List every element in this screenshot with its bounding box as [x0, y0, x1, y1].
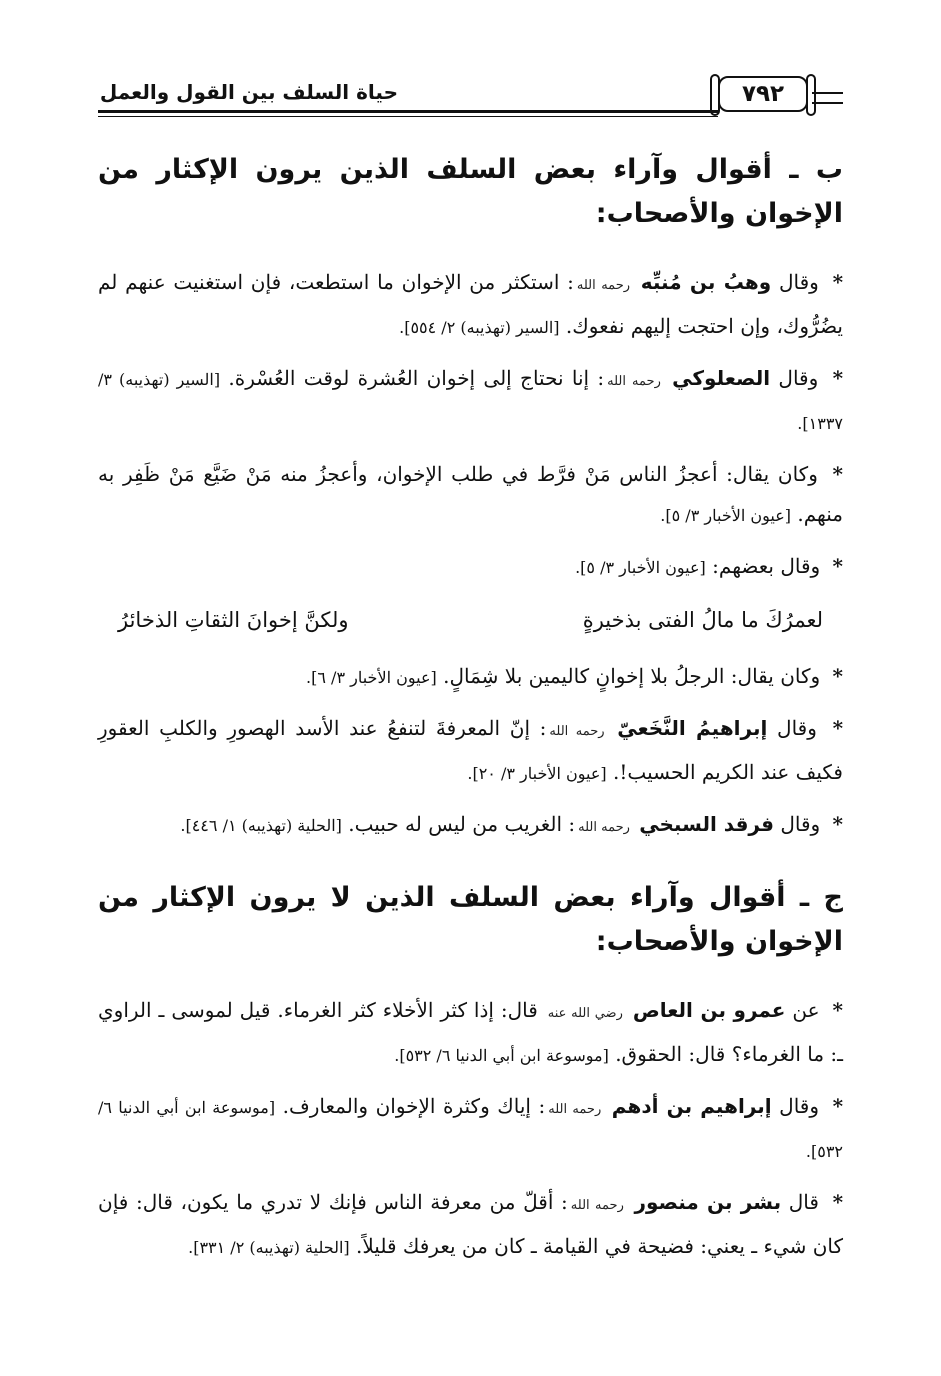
intro-word: وقال: [777, 716, 817, 740]
section-c-heading: ج ـ أقوال وآراء بعض السلف الذين لا يرون الإكثار من الإخوان والأصحاب:: [98, 882, 843, 957]
paragraph-ajaz: [98, 454, 843, 536]
quote-text: : إياك وكثرة الإخوان والمعارف.: [282, 1094, 546, 1118]
paragraph-adham: [98, 1086, 843, 1172]
quote-text: : استكثر من الإخوان ما استطعت، فإن استغنيت عنهم لم يضُرُّوك، وإن احتجت إليهم نفعوك.: [98, 270, 843, 338]
quote-text: : إنّ المعرفةَ لتنفعُ عند الأسد الهصورِ والكلبِ العقورِ فكيف عند الكريم الحسيب!.: [98, 716, 843, 784]
honorific: رحمه الله: [549, 724, 605, 739]
citation: [السير (تهذيبه) ٣/ ١٣٣٧].: [98, 370, 843, 433]
quote-text: قال: إذا كثر الأخلاء كثر الغرماء. قيل لموسى ـ الراوي ـ: ما الغرماء؟ قال: الحقوق.: [98, 998, 843, 1066]
header-ornament-icon: [812, 92, 843, 104]
honorific: رحمه الله: [578, 820, 630, 835]
bullet-star: *: [832, 998, 844, 1022]
intro-word: وقال: [778, 366, 819, 390]
paragraph-nakhai: [98, 708, 843, 794]
intro-word: قال: [788, 1190, 819, 1214]
person-name: فرقد السبخي: [639, 812, 774, 836]
citation: [السير (تهذيبه) ٢/ ٥٥٤].: [399, 318, 560, 337]
citation: [عيون الأخبار ٣/ ٥].: [660, 506, 791, 525]
paragraph-bishr: [98, 1182, 843, 1268]
poem-hemistich-first: لعمرُكَ ما مالُ الفتى بذخيرةٍ: [582, 608, 823, 632]
paragraph-saluki: [98, 358, 843, 444]
quote-text: : أقلّ من معرفة الناس فإنك لا تدري ما يكون، قال: فإن كان شيء ـ يعني: فضيحة في القيامة ـ كان من يعرفك قليلاً.: [98, 1190, 843, 1258]
bullet-star: *: [832, 716, 844, 740]
paragraph-amr: [98, 990, 843, 1076]
poem-hemistich-second: ولكنَّ إخوانَ الثقاتِ الذخائرُ: [118, 608, 349, 632]
citation: [عيون الأخبار ٣/ ٥].: [575, 558, 706, 577]
citation: [الحلية (تهذيبه) ٢/ ٣٣١].: [188, 1238, 350, 1257]
bullet-star: *: [832, 1190, 844, 1214]
bullet-star: *: [832, 270, 844, 294]
person-name: الصعلوكي: [672, 366, 771, 390]
intro-word: وقال: [780, 812, 821, 836]
intro-word: عن: [792, 998, 820, 1022]
quote-text: وكان يقال: أعجزُ الناس مَنْ فرَّط في طلب الإخوان، وأعجزُ منه مَنْ ضَيَّع مَنْ ظَفِر به منهم.: [98, 462, 843, 526]
bullet-star: *: [832, 812, 843, 836]
running-title: حياة السلف بين القول والعمل: [99, 80, 398, 104]
quote-text: : الغريب من ليس له حبيب.: [348, 812, 576, 836]
person-name: عمرو بن العاص: [632, 998, 786, 1022]
honorific: رحمه الله: [570, 1198, 624, 1213]
intro-word: وقال: [778, 270, 819, 294]
bullet-star: *: [832, 664, 843, 688]
person-name: إبراهيمُ النَّخَعيّ: [617, 716, 768, 740]
bullet-star: *: [832, 462, 843, 486]
bullet-star: *: [832, 554, 843, 578]
paragraph-yamin: [98, 656, 843, 698]
citation: [موسوعة ابن أبي الدنيا ٦/ ٥٣٢].: [98, 1098, 843, 1161]
page-header: [98, 74, 843, 114]
citation: [عيون الأخبار ٣/ ٦].: [306, 668, 437, 687]
header-rule-thin: [98, 116, 718, 117]
quote-text: وقال بعضهم:: [712, 554, 821, 578]
page-number: ٧٩٢: [718, 76, 808, 112]
honorific: رحمه الله: [548, 1102, 602, 1117]
citation: [موسوعة ابن أبي الدنيا ٦/ ٥٣٢].: [394, 1046, 609, 1065]
paragraph-farqad: [98, 804, 843, 848]
honorific: رحمه الله: [607, 374, 661, 389]
citation: [الحلية (تهذيبه) ١/ ٤٤٦].: [180, 816, 342, 835]
honorific: رضي الله عنه: [547, 1006, 623, 1021]
person-name: وهبُ بن مُنبِّه: [640, 270, 772, 294]
person-name: بشر بن منصور: [634, 1190, 782, 1214]
quote-text: : إنا نحتاج إلى إخوان العُشرة لوقت العُسْرة.: [228, 366, 605, 390]
honorific: رحمه الله: [576, 278, 631, 293]
header-rule: [98, 110, 718, 113]
bullet-star: *: [832, 366, 844, 390]
intro-word: وقال: [779, 1094, 820, 1118]
page-body: [98, 148, 843, 1278]
paragraph-wahb: [98, 262, 843, 348]
section-b-heading: ب ـ أقوال وآراء بعض السلف الذين يرون الإكثار من الإخوان والأصحاب:: [98, 154, 843, 229]
citation: [عيون الأخبار ٣/ ٢٠].: [467, 764, 607, 783]
person-name: إبراهيم بن أدهم: [611, 1094, 772, 1118]
quote-text: وكان يقال: الرجلُ بلا إخوانٍ كاليمين بلا شِمَالٍ.: [443, 664, 821, 688]
paragraph-poem-intro: [98, 546, 843, 588]
bullet-star: *: [832, 1094, 844, 1118]
poem-verse: [118, 598, 823, 642]
